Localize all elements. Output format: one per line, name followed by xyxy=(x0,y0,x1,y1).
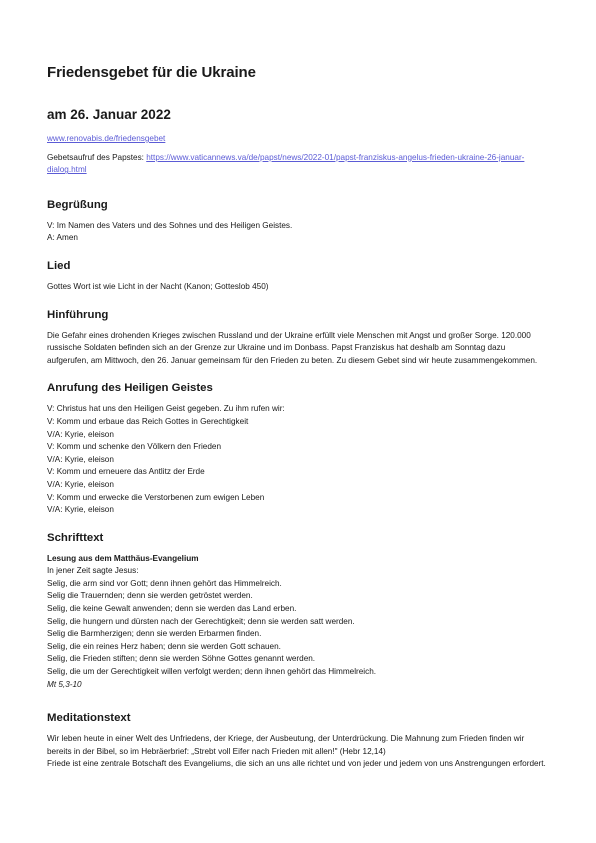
bible-reference: Mt 5,3-10 xyxy=(47,679,82,689)
section-schrifttext xyxy=(47,532,547,692)
text-line: In jener Zeit sagte Jesus: xyxy=(47,566,139,576)
text-line: A: Amen xyxy=(47,233,78,243)
text-line: V/A: Kyrie, eleison xyxy=(47,429,114,439)
text-line: V: Komm und erneuere das Antlitz der Erde xyxy=(47,467,205,477)
section-begruessung xyxy=(47,199,547,245)
heading-hinfuehrung: Hinführung xyxy=(47,308,109,321)
papal-appeal-link[interactable]: https://www.vaticannews.va/de/papst/news/2022-01/papst-franziskus-angelus-frieden-ukraine-26-januar-dialog.html xyxy=(47,152,525,175)
papal-appeal-label: Gebetsaufruf des Papstes: xyxy=(47,152,147,162)
document-date: am 26. Januar 2022 xyxy=(47,107,171,122)
text-line: V/A: Kyrie, eleison xyxy=(47,454,114,464)
renovabis-link-block xyxy=(47,133,547,146)
heading-meditation: Meditationstext xyxy=(47,712,131,725)
text-line: V/A: Kyrie, eleison xyxy=(47,505,114,515)
document-content xyxy=(47,64,547,786)
reading-title: Lesung aus dem Matthäus-Evangelium xyxy=(47,553,199,563)
text-line: V: Komm und erbaue das Reich Gottes in Gerechtigkeit xyxy=(47,416,249,426)
papal-appeal-block xyxy=(47,152,547,177)
heading-schrifttext: Schrifttext xyxy=(47,531,104,544)
section-meditation xyxy=(47,712,547,771)
text-line: Selig, die hungern und dürsten nach der Gerechtigkeit; denn sie werden satt werden. xyxy=(47,616,355,626)
paragraph-meditation-1: Wir leben heute in einer Welt des Unfriedens, der Kriege, der Ausbeutung, der Unterdrückung. Die Mahnung zum Frieden finden wir bereits in der Bibel, so im Hebräerbrief: „Strebt voll Eifer nach Frieden mit allen!" (Hebr 12,14) xyxy=(47,734,525,756)
text-line: Selig, die arm sind vor Gott; denn ihnen gehört das Himmelreich. xyxy=(47,578,282,588)
text-line: Selig, die keine Gewalt anwenden; denn sie werden das Land erben. xyxy=(47,604,297,614)
text-line: Gottes Wort ist wie Licht in der Nacht (Kanon; Gotteslob 450) xyxy=(47,281,269,291)
text-line: Selig die Trauernden; denn sie werden getröstet werden. xyxy=(47,591,253,601)
section-hinfuehrung xyxy=(47,309,547,368)
heading-lied: Lied xyxy=(47,259,71,272)
renovabis-link[interactable]: www.renovabis.de/friedensgebet xyxy=(47,134,166,143)
section-lied xyxy=(47,260,547,294)
paragraph-meditation-2: Friede ist eine zentrale Botschaft des Evangeliums, die sich an uns alle richtet und von jeder und jedem von uns Anstrengungen erfordert. xyxy=(47,759,546,769)
heading-begruessung: Begrüßung xyxy=(47,198,108,211)
text-line: Selig, die ein reines Herz haben; denn sie werden Gott schauen. xyxy=(47,641,281,651)
paragraph-hinfuehrung: Die Gefahr eines drohenden Krieges zwischen Russland und der Ukraine erfüllt viele Menschen mit Angst und großer Sorge. 120.000 russische Soldaten befinden sich an der Grenze zur Ukraine und im Donbass. Papst Franziskus hat deshalb am Sonntag dazu aufgerufen, am Mittwoch, den 26. Januar gemeinsam für den Frieden zu beten. Zu diesem Gebet sind wir heute zusammengekommen. xyxy=(47,330,538,365)
heading-anrufung: Anrufung des Heiligen Geistes xyxy=(47,382,213,395)
text-line: V: Komm und schenke den Völkern den Frieden xyxy=(47,442,222,452)
text-line: V: Komm und erwecke die Verstorbenen zum ewigen Leben xyxy=(47,492,265,502)
text-line: Selig, die um der Gerechtigkeit willen verfolgt werden; denn ihnen gehört das Himmelreich. xyxy=(47,667,377,677)
document-title: Friedensgebet für die Ukraine xyxy=(47,64,256,81)
text-line: V/A: Kyrie, eleison xyxy=(47,479,114,489)
text-line: V: Im Namen des Vaters und des Sohnes und des Heiligen Geistes. xyxy=(47,220,293,230)
text-line: Selig, die Frieden stiften; denn sie werden Söhne Gottes genannt werden. xyxy=(47,654,316,664)
text-line: V: Christus hat uns den Heiligen Geist gegeben. Zu ihm rufen wir: xyxy=(47,404,285,414)
section-anrufung xyxy=(47,382,547,516)
text-line: Selig die Barmherzigen; denn sie werden Erbarmen finden. xyxy=(47,629,262,639)
